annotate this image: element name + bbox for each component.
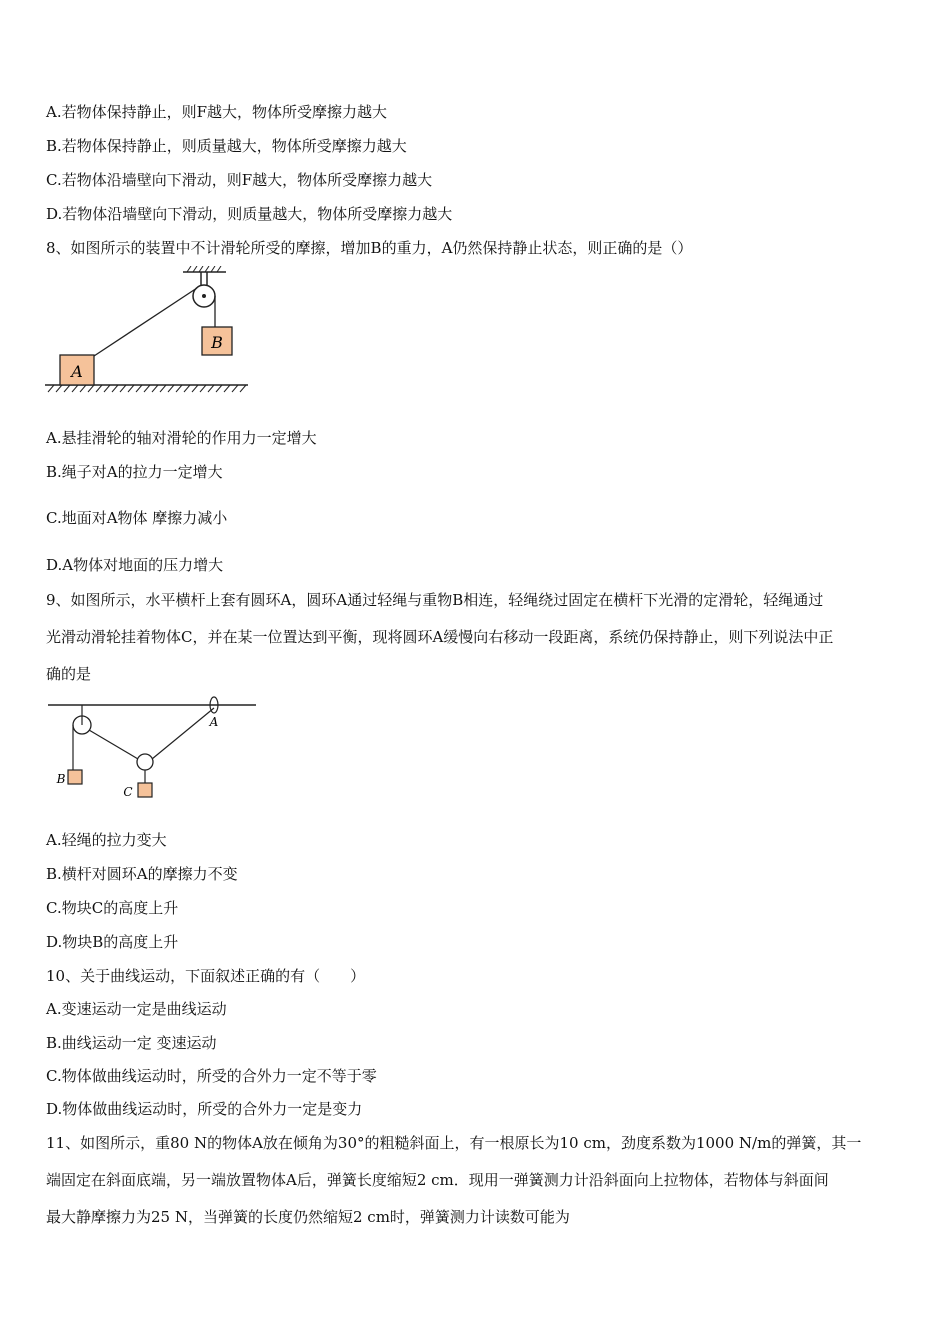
q8-option-a: A.悬挂滑轮的轴对滑轮的作用力一定增大: [46, 429, 317, 447]
q9-block-c: [138, 783, 152, 797]
q8-option-c: C.地面对A物体 摩擦力减小: [46, 509, 228, 527]
q7-option-d: D.若物体沿墙壁向下滑动，则质量越大，物体所受摩擦力越大: [46, 205, 453, 223]
q8-option-b: B.绳子对A的拉力一定增大: [46, 463, 223, 481]
q11-stem-line-2: 端固定在斜面底端，另一端放置物体A后，弹簧长度缩短2 cm．现用一弹簧测力计沿斜面向上拉物体，若物体与斜面间: [46, 1171, 829, 1189]
q9-option-a: A.轻绳的拉力变大: [46, 831, 167, 849]
q9-stem-line-2: 光滑动滑轮挂着物体C，并在某一位置达到平衡，现将圆环A缓慢向右移动一段距离，系统仍保持静止，则下列说法中正: [46, 628, 834, 646]
q7-option-b: B.若物体保持静止，则质量越大，物体所受摩擦力越大: [46, 137, 407, 155]
q10-option-a: A.变速运动一定是曲线运动: [46, 1000, 227, 1018]
q8-label-b: B: [211, 333, 223, 352]
q8-label-a: A: [71, 362, 83, 381]
q8-option-d: D.A物体对地面的压力增大: [46, 556, 224, 574]
q9-block-b: [68, 770, 82, 784]
q9-option-c: C.物块C的高度上升: [46, 899, 179, 917]
q11-stem-line-1: 11、如图所示，重80 N的物体A放在倾角为30°的粗糙斜面上，有一根原长为10 cm，劲度系数为1000 N/m的弹簧，其一: [46, 1134, 862, 1152]
q11-stem-line-3: 最大静摩擦力为25 N，当弹簧的长度仍然缩短2 cm时，弹簧测力计读数可能为: [46, 1208, 570, 1226]
q9-label-b: B: [56, 772, 66, 786]
q9-option-d: D.物块B的高度上升: [46, 933, 179, 951]
q7-option-a: A.若物体保持静止，则F越大，物体所受摩擦力越大: [46, 103, 388, 121]
q9-label-c: C: [123, 785, 133, 799]
q10-option-b: B.曲线运动一定 变速运动: [46, 1034, 217, 1052]
q9-movable-pulley: [137, 754, 153, 770]
q10-option-c: C.物体做曲线运动时，所受的合外力一定不等于零: [46, 1067, 377, 1085]
q7-option-c: C.若物体沿墙壁向下滑动，则F越大，物体所受摩擦力越大: [46, 171, 433, 189]
q9-stem-line-1: 9、如图所示，水平横杆上套有圆环A，圆环A通过轻绳与重物B相连，轻绳绕过固定在横杆下光滑的定滑轮，轻绳通过: [46, 591, 824, 609]
q9-label-a: A: [209, 715, 219, 729]
q8-pulley-figure: [40, 266, 260, 398]
q9-stem-line-3: 确的是: [46, 665, 92, 683]
q8-stem: 8、如图所示的装置中不计滑轮所受的摩擦，增加B的重力，A仍然保持静止状态，则正确的是（）: [46, 239, 693, 257]
q10-stem: 10、关于曲线运动，下面叙述正确的有（ ）: [46, 967, 366, 985]
q10-option-d: D.物体做曲线运动时，所受的合外力一定是变力: [46, 1100, 363, 1118]
q9-ring-pulley-figure: [46, 694, 258, 804]
q9-option-b: B.横杆对圆环A的摩擦力不变: [46, 865, 238, 883]
